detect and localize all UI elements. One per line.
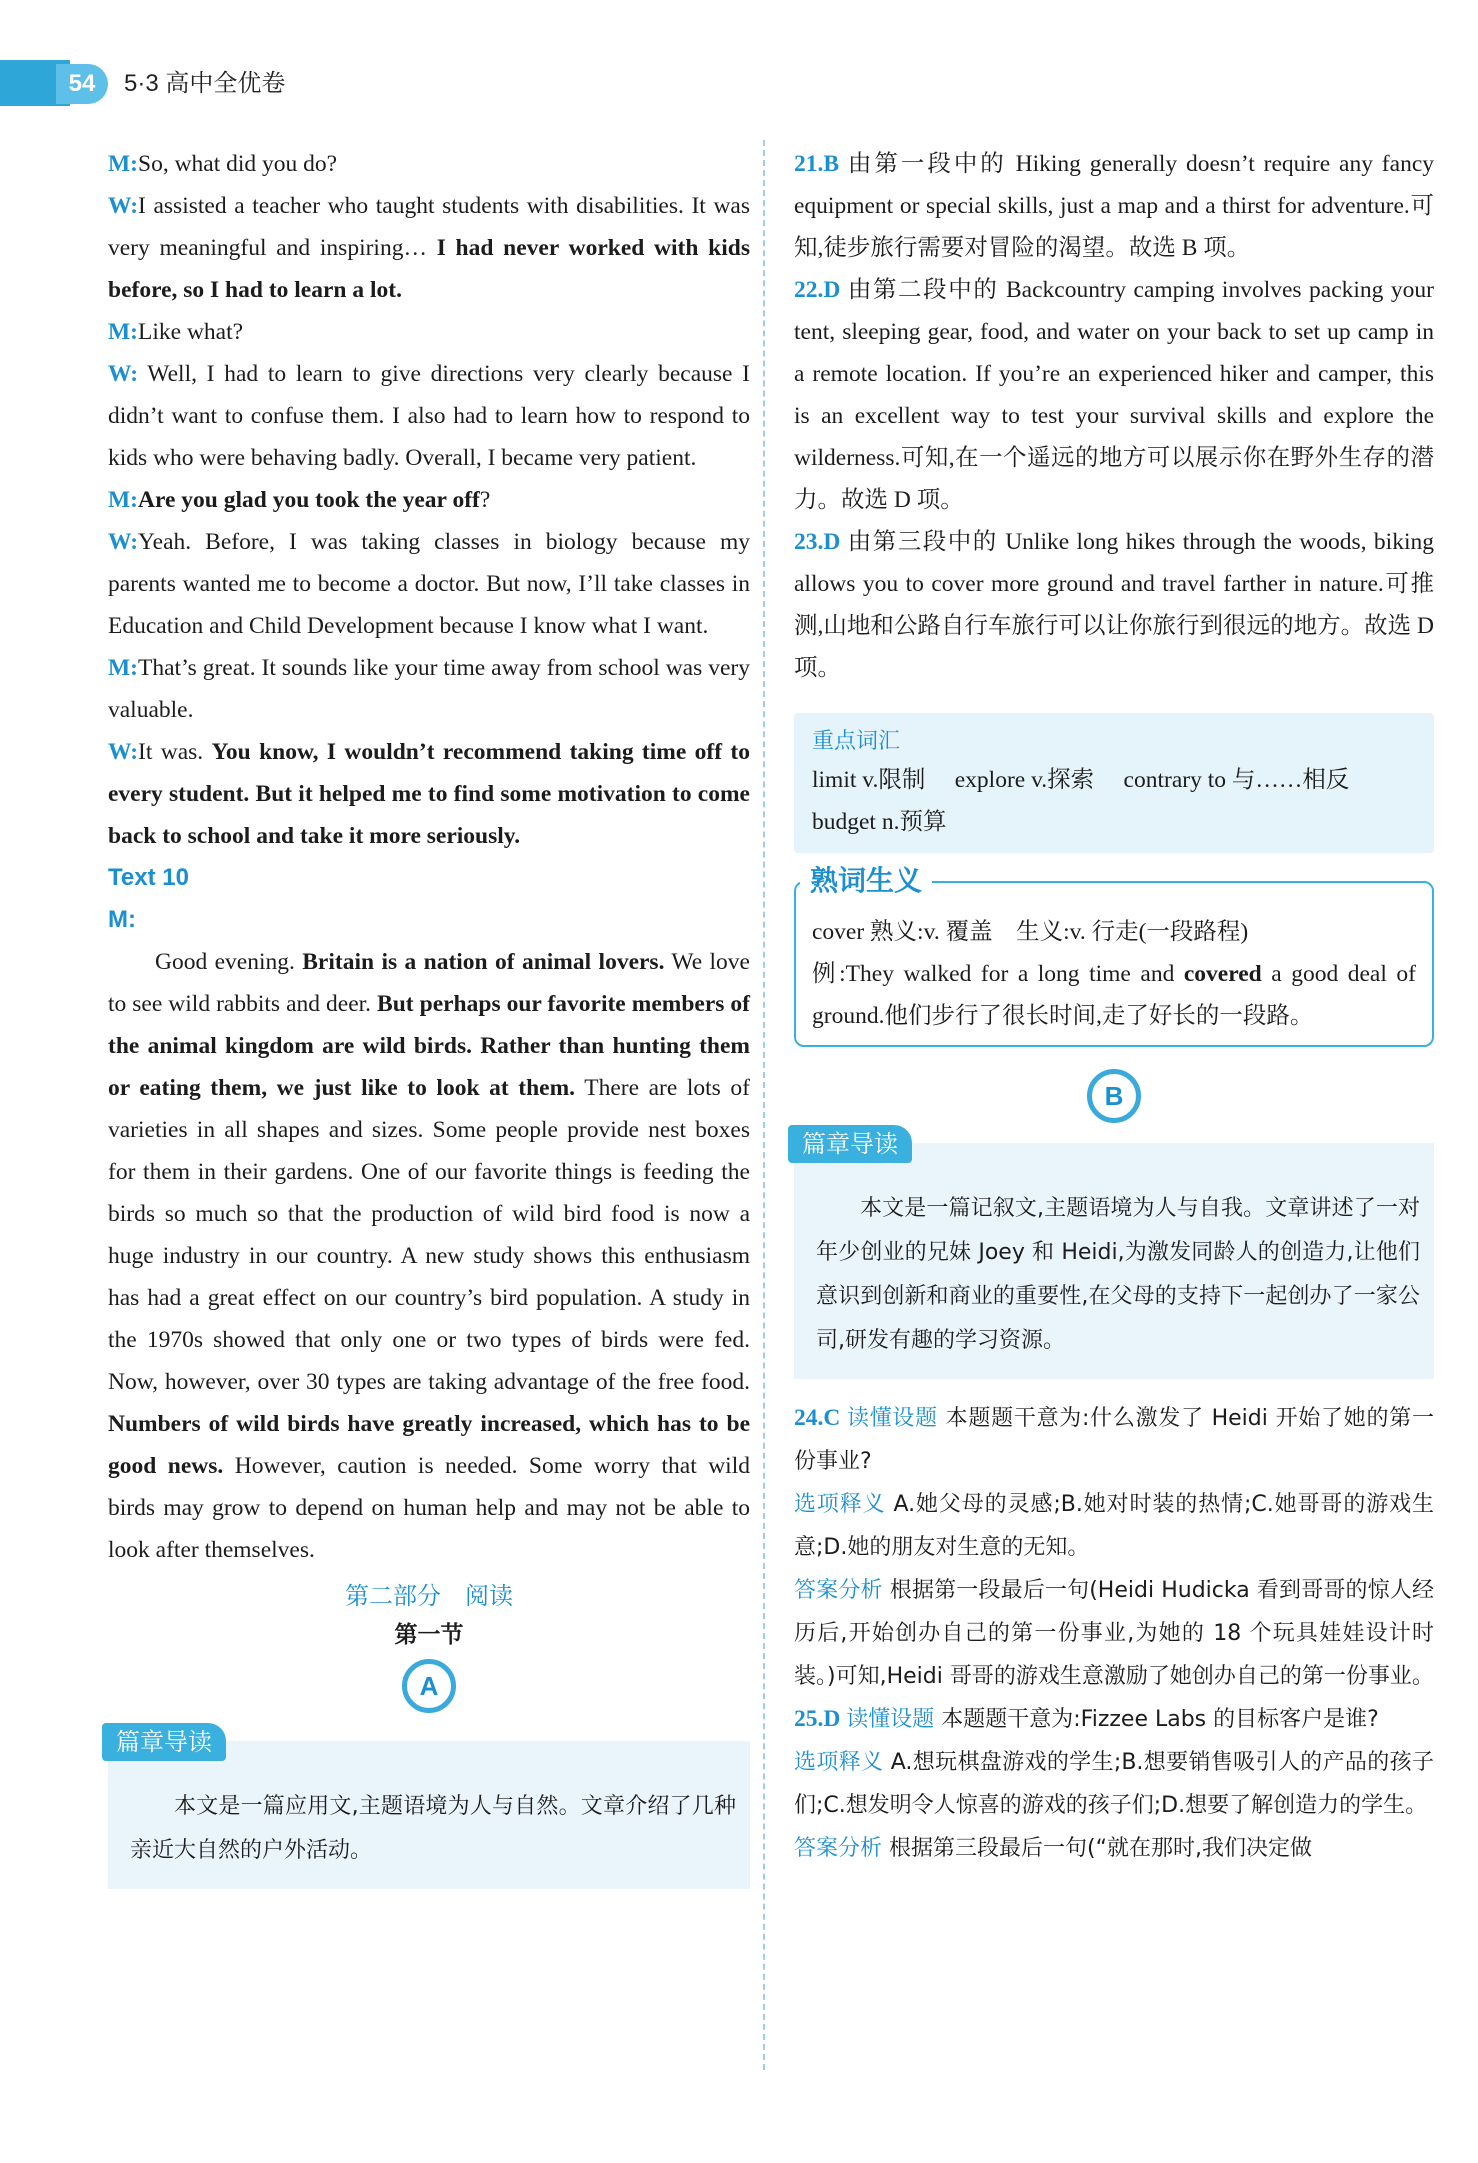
column-divider <box>763 140 765 2070</box>
shuci-example: 例:They walked for a long time and covered a good deal of ground.他们步行了很长时间,走了好长的一段路。 <box>812 961 1417 1029</box>
text10-speaker: M: <box>108 906 136 933</box>
dialogue-line: M:That’s great. It sounds like your time away from school was very valuable. <box>108 655 750 723</box>
dialogue-line: W:It was. You know, I wouldn’t recommend taking time off to every student. But it helped me to find some motivation to come back to school and take it more seriously. <box>108 739 750 849</box>
answer-item: 22.D 由第二段中的 Backcountry camping involves packing your tent, sleeping gear, food, and water on your back to set up camp in a remote location. If you’re an experienced hiker and camper, this is an excellent way to test your survival skills and explore the wilderness.可知,在一个遥远的地方可以展示你在野外生存的潜力。故选 D 项。 <box>794 277 1434 513</box>
guide-text: 本文是一篇记叙文,主题语境为人与自我。文章讲述了一对年少创业的兄妹 Joey 和 Heidi,为激发同龄人的创造力,让他们意识到创新和商业的重要性,在父母的支持下一起创办了一家公司,研发有趣的学习资源。 <box>816 1196 1420 1353</box>
answer-item: 23.D 由第三段中的 Unlike long hikes through the woods, biking allows you to cover more ground and travel farther in nature.可推测,山地和公路自行车旅行可以让你旅行到很远的地方。故选 D 项。 <box>794 529 1434 681</box>
vocab-line: limit v.限制 explore v.探索 contrary to 与……相反 <box>812 767 1350 793</box>
vocab-title: 重点词汇 <box>812 729 901 754</box>
guide-text: 本文是一篇应用文,主题语境为人与自然。文章介绍了几种亲近大自然的户外活动。 <box>130 1794 736 1863</box>
section-title: 第一节 <box>394 1622 464 1647</box>
shuci-line: cover 熟义:v. 覆盖 生义:v. 行走(一段路程) <box>812 919 1249 945</box>
speaker-label: M: <box>108 655 139 681</box>
dialogue-transcript <box>108 143 750 857</box>
answer-item: 21.B 由第一段中的 Hiking generally doesn’t require any fancy equipment or special skills, just a map and a thirst for adventure.可知,徒步旅行需要对冒险的渴望。故选 B 项。 <box>794 151 1434 261</box>
speaker-label: W: <box>108 361 139 387</box>
question-24: 24.C 读懂设题 本题题干意为:什么激发了 Heidi 开始了她的第一份事业? 选项释义 A.她父母的灵感;B.她对时装的热情;C.她哥哥的游戏生意;D.她的朋友对生意的无知。 答案分析 根据第一段最后一句(Heidi Hudicka 看到哥哥的惊人经历后,开始创办自己的第一份事业,为她的 18 个玩具娃娃设计时装。)可知,Heidi 哥哥的游戏生意激励了她创办自己的第一份事业。 <box>794 1405 1434 1689</box>
passage-b-guide <box>794 1130 1434 1379</box>
passage-a-guide <box>108 1728 750 1889</box>
dialogue-line: W:I assisted a teacher who taught students with disabilities. It was very meaningful and inspiring… I had never worked with kids before, so I had to learn a lot. <box>108 193 750 303</box>
left-column <box>108 143 750 1889</box>
speaker-label: W: <box>108 193 139 219</box>
shuci-title: 熟词生义 <box>800 863 932 899</box>
part-title: 第二部分 阅读 <box>345 1583 513 1610</box>
page-number: 54 <box>56 64 108 104</box>
speaker-label: M: <box>108 319 139 345</box>
key-vocabulary-box <box>794 713 1434 853</box>
book-title: 5·3 高中全优卷 <box>124 70 286 97</box>
dialogue-line: M:So, what did you do? <box>108 151 338 177</box>
dialogue-line: W: Well, I had to learn to give directions very clearly because I didn’t want to confuse them. I also had to learn how to respond to kids who were behaving badly. Overall, I became very patient. <box>108 361 750 471</box>
speaker-label: W: <box>108 739 139 765</box>
answers-21-23 <box>794 143 1434 689</box>
passage-a-badge: A <box>402 1659 456 1713</box>
speaker-label: M: <box>108 151 139 177</box>
vocab-line: budget n.预算 <box>812 809 947 835</box>
dialogue-line: M:Like what? <box>108 319 244 345</box>
guide-tag: 篇章导读 <box>102 1723 226 1761</box>
familiar-word-new-meaning-box <box>794 864 1434 1047</box>
dialogue-line: W:Yeah. Before, I was taking classes in biology because my parents wanted me to become a doctor. But now, I’ll take classes in Education and Child Development because I know what I want. <box>108 529 750 639</box>
guide-tag: 篇章导读 <box>788 1125 912 1163</box>
speaker-label: M: <box>108 487 139 513</box>
dialogue-line: M:Are you glad you took the year off? <box>108 487 491 513</box>
passage-b-badge: B <box>1087 1069 1141 1123</box>
text10-title: Text 10 <box>108 864 189 891</box>
right-column <box>794 143 1434 1870</box>
speaker-label: W: <box>108 529 139 555</box>
question-25: 25.D 读懂设题 本题题干意为:Fizzee Labs 的目标客户是谁? 选项释义 A.想玩棋盘游戏的学生;B.想要销售吸引人的产品的孩子们;C.想发明令人惊喜的游戏的孩子们;D.想要了解创造力的学生。 答案分析 根据第三段最后一句(“就在那时,我们决定做 <box>794 1706 1434 1861</box>
text10-passage: Good evening. Britain is a nation of animal lovers. We love to see wild rabbits and deer. But perhaps our favorite members of the animal kingdom are wild birds. Rather than hunting them or eating them, we just like to look at them. There are lots of varieties in all shapes and sizes. Some people provide nest boxes for them in their gardens. One of our favorite things is feeding the birds so much so that the production of wild bird food is now a huge industry in our country. A new study shows this enthusiasm has had a great effect on our country’s bird population. A study in the 1970s showed that only one or two types of birds were fed. Now, however, over 30 types are taking advantage of the free food. Numbers of wild birds have greatly increased, which has to be good news. However, caution is needed. Some worry that wild birds may grow to depend on human help and may not be able to look after themselves. <box>108 949 750 1563</box>
